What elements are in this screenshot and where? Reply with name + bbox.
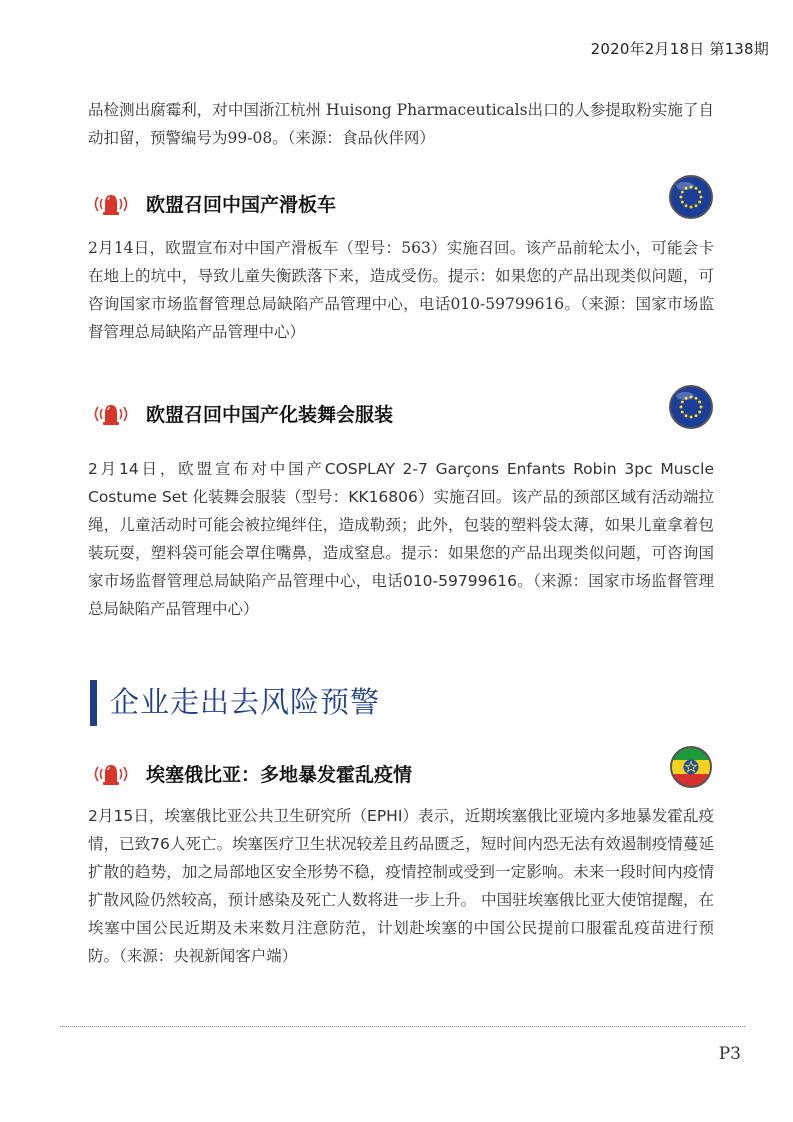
footer-divider (60, 1026, 745, 1027)
section-heading (90, 680, 490, 726)
section-accent-bar (90, 680, 97, 726)
news-item-body: 2月15日，埃塞俄比亚公共卫生研究所（EPHI）表示，近期埃塞俄比亚境内多地暴发霍乱疫情，已致76人死亡。埃塞医疗卫生状况较差且药品匮乏，短时间内恐无法有效遏制疫情蔓延扩散的趋势，加之局部地区安全形势不稳，疫情控制或受到一定影响。未来一段时间内疫情扩散风险仍然较高，预计感染及死亡人数将进一步上升。 中国驻埃塞俄比亚大使馆提醒，在埃塞中国公民近期及未来数月注意防范，计划赴埃塞的中国公民提前口服霍乱疫苗进行预防。（来源：央视新闻客户端） (88, 807, 714, 965)
news-item-title: 欧盟召回中国产化装舞会服装 (146, 404, 394, 426)
alarm-bell-icon (90, 400, 132, 428)
news-item-heading-2 (90, 396, 720, 432)
page-number: P3 (718, 1044, 741, 1064)
news-item-title: 欧盟召回中国产滑板车 (146, 194, 337, 216)
news-item-body: 2月14日，欧盟宣布对中国产COSPLAY 2-7 Garçons Enfants Robin 3pc Muscle Costume Set 化装舞会服装（型号：KK16806）实施召回。该产品的颈部区域有活动端拉绳，儿童活动时可能会被拉绳绊住，造成勒颈；此外，包装的塑料袋太薄，如果儿童拿着包装玩耍，塑料袋可能会罩住嘴鼻，造成窒息。提示：如果您的产品出现类似问题，可咨询国家市场监督管理总局缺陷产品管理中心，电话010-59799616。（来源：国家市场监督管理总局缺陷产品管理中心） (88, 460, 714, 618)
intro-paragraph: 品检测出腐霉利，对中国浙江杭州 Huisong Pharmaceuticals出口的人参提取粉实施了自动扣留，预警编号为99-08。（来源：食品伙伴网） (88, 101, 714, 147)
alarm-bell-icon (90, 760, 132, 788)
alarm-bell-icon (90, 190, 132, 218)
ethiopia-flag-icon (668, 744, 714, 790)
eu-flag-icon (668, 174, 714, 220)
section-title: 企业走出去风险预警 (110, 685, 381, 719)
news-item-heading-3 (90, 756, 720, 792)
issue-date: 2020年2月18日 第138期 (590, 40, 769, 58)
eu-flag-icon (668, 384, 714, 430)
news-item-title: 埃塞俄比亚：多地暴发霍乱疫情 (146, 764, 413, 786)
news-item-body: 2月14日，欧盟宣布对中国产滑板车（型号：563）实施召回。该产品前轮太小，可能会卡在地上的坑中，导致儿童失衡跌落下来，造成受伤。提示：如果您的产品出现类似问题，可咨询国家市场监督管理总局缺陷产品管理中心，电话010-59799616。（来源：国家市场监督管理总局缺陷产品管理中心） (88, 239, 714, 341)
news-item-heading-1 (90, 186, 720, 222)
